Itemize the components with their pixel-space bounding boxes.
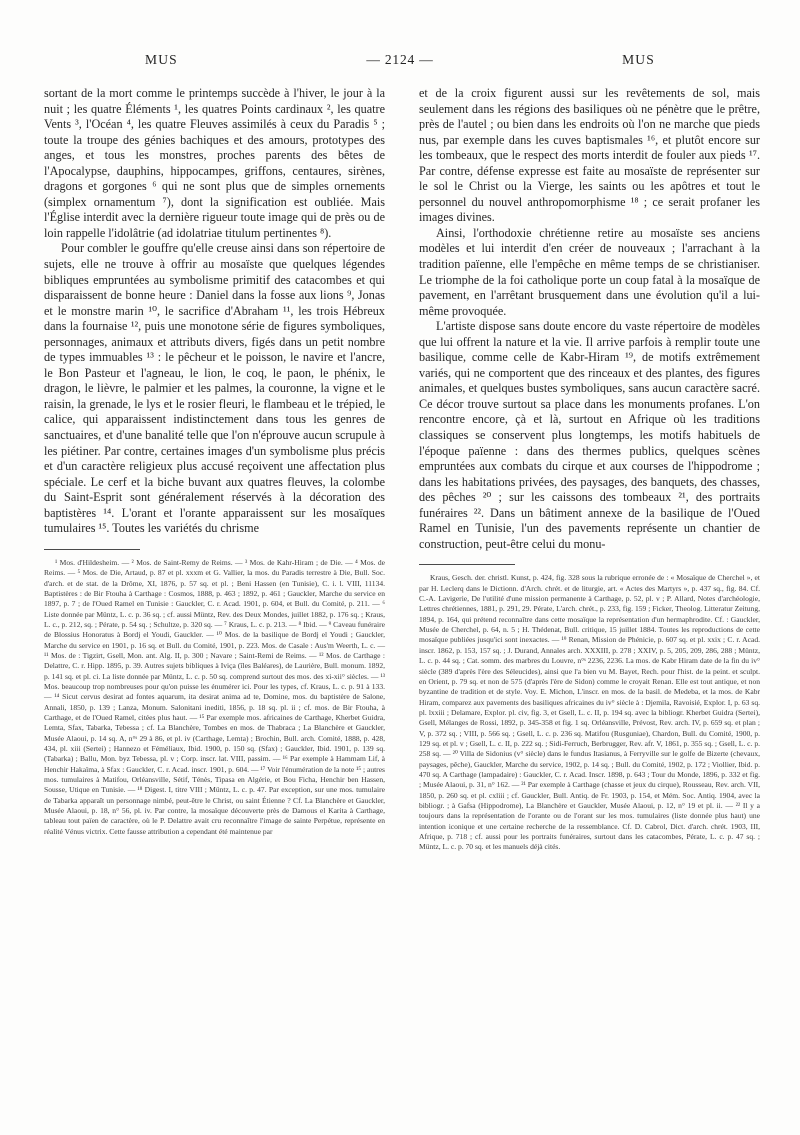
paragraph: Pour combler le gouffre qu'elle creuse ainsi dans son répertoire de sujets, elle ne trouve à offrir au mosaïste que quelques légendes bibliques empruntées au symbolisme primitif des catacombes et qui disparaissent de bonne heure : Daniel dans la fosse aux lions ⁹, Jonas et le monstre marin ¹⁰, le sacrifice d'Abraham ¹¹, les trois Hébreux dans la fournaise ¹², puis une monotone série de figures symboliques, personnages, animaux et attributs divers, figés dans un petit nombre de types immuables ¹³ : le pêcheur et le poisson, le navire et l'ancre, le Bon Pasteur et l'agneau, le lion, le coq, le paon, le phénix, le dragon, le lièvre, le palmier et les palmes, la couronne, la vigne et le raisin, la grenade, le lys et le rosier fleuri, le flambeau et le trépied, le calice, qui apparaissent indistinctement dans tous les genres de sanctuaires, et d'une banalité telle que l'on n'éprouve aucun scrupule à les piétiner. Par contre, certaines images d'un symbolisme plus précis et d'un caractère religieux plus accusé reçoivent une affectation plus spéciale. Le cerf et la biche buvant aux quatres fleuves, la colombe du Saint-Esprit sont généralement réservés à la décoration des baptistères ¹⁴. L'orant et l'orante apparaissent sur les mosaïques tumulaires ¹⁵. Toutes les variétés du chrisme: [44, 241, 385, 536]
running-head-page-number: — 2124 —: [366, 52, 434, 67]
paragraph: L'artiste dispose sans doute encore du vaste répertoire de modèles que lui offrent la nature et la vie. Il arrive parfois à remplir toute une basilique, comme celle de Kabr-Hiram ¹⁹, de motifs extrêmement variés, qui ne comportent que des rinceaux et des plantes, des figures animales, et quelques bustes symboliques, sans aucun caractère sacré. Ce décor trouve surtout sa place dans les monuments profanes. L'on rencontre encore, çà et là, surtout en Afrique où les traditions classiques se conservent plus longtemps, les motifs habituels de l'époque païenne : dans des thermes publics, quelques scènes empruntées aux combats du cirque et aux courses de l'hippodrome ; dans les habitations privées, des paysages, des banquets, des chasses, des pêches ²⁰ ; sur les caissons des tombeaux ²¹, des portraits funéraires ²². Dans un bâtiment annexe de la basilique de l'Oued Ramel en Tunisie, l'un des pavements représente un chantier de construction, peut-être celui du monu-: [419, 319, 760, 551]
column-right: [419, 86, 760, 853]
footnotes-left: [44, 549, 385, 837]
running-head-left: MUS: [145, 52, 178, 67]
paragraph: Ainsi, l'orthodoxie chrétienne retire au mosaïste ses anciens modèles et lui interdit d'en créer de nouveaux ; l'arrachant à la tradition païenne, elle l'empêche en même temps de se christianiser. Le triomphe de la foi catholique porte un coup fatal à la mosaïque de pavement, en l'arrêtant brusquement dans une évolution qu'il a lui-même provoquée.: [419, 225, 760, 318]
paragraph: sortant de la mort comme le printemps succède à l'hiver, le jour à la nuit ; les quatre Éléments ¹, les quatres Points cardinaux ², les quatre Vents ³, l'Océan ⁴, les quatre Fleuves assimilés à ceux du Paradis ⁵ ; toute la troupe des génies bachiques et des amours, prototypes des anges, et tous les monstres, proches parents des bêtes de l'Apocalypse, dauphins, hippocampes, griffons, centaures, sirènes, dragons et gorgones ⁶ qui ne sont plus que de simples ornements (simplex ornamentum ⁷), dont la signification est oubliée. Mais l'Église interdit avec la dernière rigueur toute image qui de près ou de loin rappelle l'idolâtrie (ad idolatriae titulum pertinentes ⁸).: [44, 86, 385, 240]
body-text-left: [44, 86, 385, 537]
running-head-right: MUS: [622, 52, 655, 67]
column-left: [44, 86, 385, 853]
column-container: [44, 86, 760, 853]
footnote-block: ¹ Mos. d'Hildesheim. — ² Mos. de Saint-Remy de Reims. — ³ Mos. de Kahr-Hiram ; de Die. — ⁴ Mos. de Reims. — ⁵ Mos. de Die, Artaud, p. 87 et pl. xxxm et G. Vallier, la mos. du Paradis terrestre à Die, Bull. Soc. d'arch. et de stat. de la Drôme, XI, 1876, p. 57 sq. et pl. ; Beni Hassen (en Tunisie), C. i. l. VIII, 11134. Baptistères : de Bir Ftouha à Carthage : Cosmos, 1888, p. 463 ; 1892, p. 461 ; Gauckler, Marche du service en 1897, p. 7 ; de l'Oued Ramel en Tunisie : Gauckler, C. r. Acad. 1901, p. 604, et Bull. du Comité, p. 211. — ⁶ Liste donnée par Müntz, L. c. p. 36 sq. ; cf. aussi Müntz, Rev. des Deux Mondes, juillet 1882, p. 176 sq. ; Kraus, L. c., p. 212, sq. ; Pérate, p. 54 sq. ; Schultze, p. 320 sq. — ⁷ Kraus, L. c. p. 213. — ⁸ Ibid. — ⁹ Caveau funéraire de Blossius Honoratus à Bordj el Youdi, Gauckler. — ¹⁰ Mos. de la basilique de Bordj el Youdi ; Gauckler, Marche du service en 1901, p. 16 sq. et Bull. du Comité, 1901, p. 223. Mos. de Casale : Aus'm Weerth, L. c. — ¹¹ Mos. de : Tigzirt, Gsell, Mon. ant. Alg. II, p. 300 ; Navare ; Saint-Remi de Reims. — ¹² Mos. de Carthage : Delattre, C. r. Hipp. 1895, p. 39. Autres sujets bibliques à Iviça (îles Baléares), de Laurière, Bull. monum. 1892, p. 141 sq. et pl. ci. La liste donnée par Müntz, L. c. p. 50 sq. comprend surtout des mos. des xi-xii° siècles. — ¹³ Mos. beaucoup trop nombreuses pour qu'on puisse les énumérer ici. Pour les types, cf. Kraus, L. c. p. 91 à 133. — ¹⁴ Sicut cervus desirat ad fontes aquarum, ita desirat anima ad te, Domine, mos. du baptistère de Salone, Annali, 1850, p. 139 ; Lanza, Monum. Salonitani inediti, 1856, p. 18 sq. pl. ii ; cf. mos. de Bir Ftouha, à Carthage, et de l'Oued Ramel, citées plus haut. — ¹⁵ Par exemple mos. africaines de Carthage, Kherbet Guidra, Lemta, Sfax, Tabarka, Tebessa ; cf. La Blanchère, Tombes en mos. de Thabraca ; La Blanchère et Gauckler, Musée Alaoui, p. 14 sq. A, n°ˢ 29 à 86, et pl. iv (Carthage, Lemta) ; Brochin, Bull. arch. Comité, 1888, p. 428, 434, pl. xiii (Sertei) ; Hannezo et Féméliaux, Ibid. 1900, p. 150 sq. (Sfax) ; Gauckler, Ibid. 1901, p. 139 sq. (Tabarka) ; Ballu, Mon. byz Tebessa, pl. v ; Corp. inscr. lat. VIII, passim. — ¹⁶ Par exemple à Hammam Lif, à Henchir Hakaïma, à Sfax : Gauckler, C. r. Acad. inscr. 1901, p. 604. — ¹⁷ Voir l'énumération de la note ¹⁵ ; autres mos. tumulaires à Matifou, Orléansville, Sétif, Ténès, Tipasa en Algérie, et Bou Ficha, Henchir ben Hassen, Sousse, Utique en Tunisie. — ¹⁸ Digest. I, titre VIII ; Müntz, L. c. p. 47. Par exception, sur une mos. tumulaire de Tabarka apparaît un personnage nimbé, peut-être le Christ, ou saint Étienne ? Cf. La Blanchère et Gauckler, Musée Alaoui, p. 18, n° 56, pl. iv. Par contre, la mosaïque découverte près de Damous el Karita à Carthage, tableau tout païen de caractère, où le P. Delattre avait cru reconnaître l'image de sainte Perpétue, représente en réalité Vénus victrix. Cette fausse attribution a cependant été maintenue par: [44, 557, 385, 836]
body-text-right: [419, 86, 760, 552]
running-head: [44, 52, 756, 72]
paragraph: et de la croix figurent aussi sur les revêtements de sol, mais seulement dans les régions des basiliques où ne pénètre que le prêtre, près de l'autel ; ou bien dans les endroits où l'on ne marche que pieds nus, par exemple dans les cuves baptismales ¹⁶, et plutôt encore sur les tombeaux, que le respect des morts interdit de fouler aux pieds ¹⁷. Par contre, défense expresse est faite au mosaïste de représenter sur le sol le Christ ou la Vierge, les saints ou les apôtres et tout le personnel du nouvel anthropomorphisme ¹⁸ ; ce serait profaner les images divines.: [419, 86, 760, 225]
footnotes-right: [419, 564, 760, 852]
footnote-block: Kraus, Gesch. der. christl. Kunst, p. 424, fig. 328 sous la rubrique erronée de : « Mosaïque de Cherchel », et par H. Leclerq dans le Dictionn. d'Arch. chrét. et de liturgie, art. « Actes des Martyrs », p. 437 sq., fig. 84. Cf. C.-A. Lavigerie, De l'utilité d'une mission permanente à Carthage, p. 52, pl. v ; P. Allard, Notes d'archéologie, Lettres chrétiennes, 1881, p. 291, 29. Pérate, L'arch. chrét., p. 233, fig. 159 ; Ficker, Theolog. Litteratur Zeitung, 1894, p. 164, qui prétend reconnaître dans cette mosaïque la représentation d'un hermaphrodite. Cf. : Gauckler, Musée de Cherchel, p. 64, n. 5 ; H. Thédenat, Bull. critique, 15 juillet 1884. Toutes les reproductions de cette mosaïque publiées jusqu'ici sont inexactes. — ¹⁹ Renan, Mission de Phénicie, p. 607 sq. et pl. xxix ; C. r. Acad. inscr. 1862, p. 153, 157 sq. ; J. Durand, Annales arch. XXXIII, p. 278 ; XXIV, p. 5, 205, 209, 286, 288 ; Müntz, L. c. p. 44 sq. ; Cat. somm. des marbres du Louvre, n°ˢ 2236, 2236. La mos. de Kabr Hiram date de la fin du iv° siècle (389 d'après l'ère des Séleucides), ainsi que l'a bien vu M. Bayet, Rech. pour l'hist. de la peint. et sculpt. en Orient, p. 79 sq. et non de 575 (d'après l'ère de Sidon) comme le croyait Renan. Elle est tout antique, et non byzantine de tradition et de style. Voy. E. Michon, L'inscr. en mos. de la basil. de Medeba, et la mos. de Kabr Hiram, comparez aux pavements des basiliques africaines du iv° siècle à : Djemila, Ravoisié, Explor. I, p. 63 sq. pl. lxxiii ; Delamare, Explor. pl. civ, fig. 3, et Gsell, L. c. II, p. 194 sq. avec la bibliogr. Kherbet Guidra (Sertei), Gsell, Mélanges de Rossi, 1892, p. 345-358 et fig. 1 sq. Orléansville, Prévost, Rev. arch. IV, p. 659 sq. et plan ; V, p. 372 sq. ; VIII, p. 566 sq. ; Gsell, L. c. p. 236 sq. Matifou (Rusguniae), Chardon, Bull. du Comité, 1900, p. 129 sq. et pl. v ; Gsell, L. c. II, p. 222 sq. ; Sidi-Ferruch, Berbrugger, Rev. afr. V, 1861, p. 355 sq. ; Gsell, L. c. p. 258 sq. — ²⁰ Villa de Sidonius (v° siècle) dans le fundus Itasianus, à Ferryville sur le golfe de Bizerte (chevaux, paysages, pêche), Gauckler, Marche du service, 1902, p. 14 sq. ; Bull. du Comité, 1902, p. 172 ; Viollier, Ibid. p. 470 sq. A Carthage (lampadaire) : Gauckler, C. r. Acad. Inscr. 1898, p. 643 ; Tour du Monde, 1896, p. 332 et fig. ; Musée Alaoui, p. 31, n° 162. — ²¹ Par exemple à Carthage (chasse et jeux du cirque), Rousseau, Rev. arch. VII, 1850, p. 260 sq. et pl. cxliii ; cf. Gauckler, Bull. Antiq. de Fr. 1903, p. 154, et Mém. Soc. Antiq. 1904, avec la bibliogr. ; à Gafsa (Hippodrome), La Blanchère et Gauckler, Musée Alaoui, p. 12, n° 19 et pl. ii. — ²² Il y a toujours dans la représentation de l'orante ou de l'orant sur les mos. tumulaires (liste donnée plus haut) une intention iconique et une certaine recherche de la ressemblance. Cf. D. Cabrol, Dict. d'arch. chrét. 1903, III, Afrique, p. 718 ; cf. aussi pour les portraits funéraires, surtout dans les catacombes, Pérate, L. c. p. 47 sq. ; Müntz, L. c. p. 70 sq. et les manuels déjà cités.: [419, 573, 760, 852]
